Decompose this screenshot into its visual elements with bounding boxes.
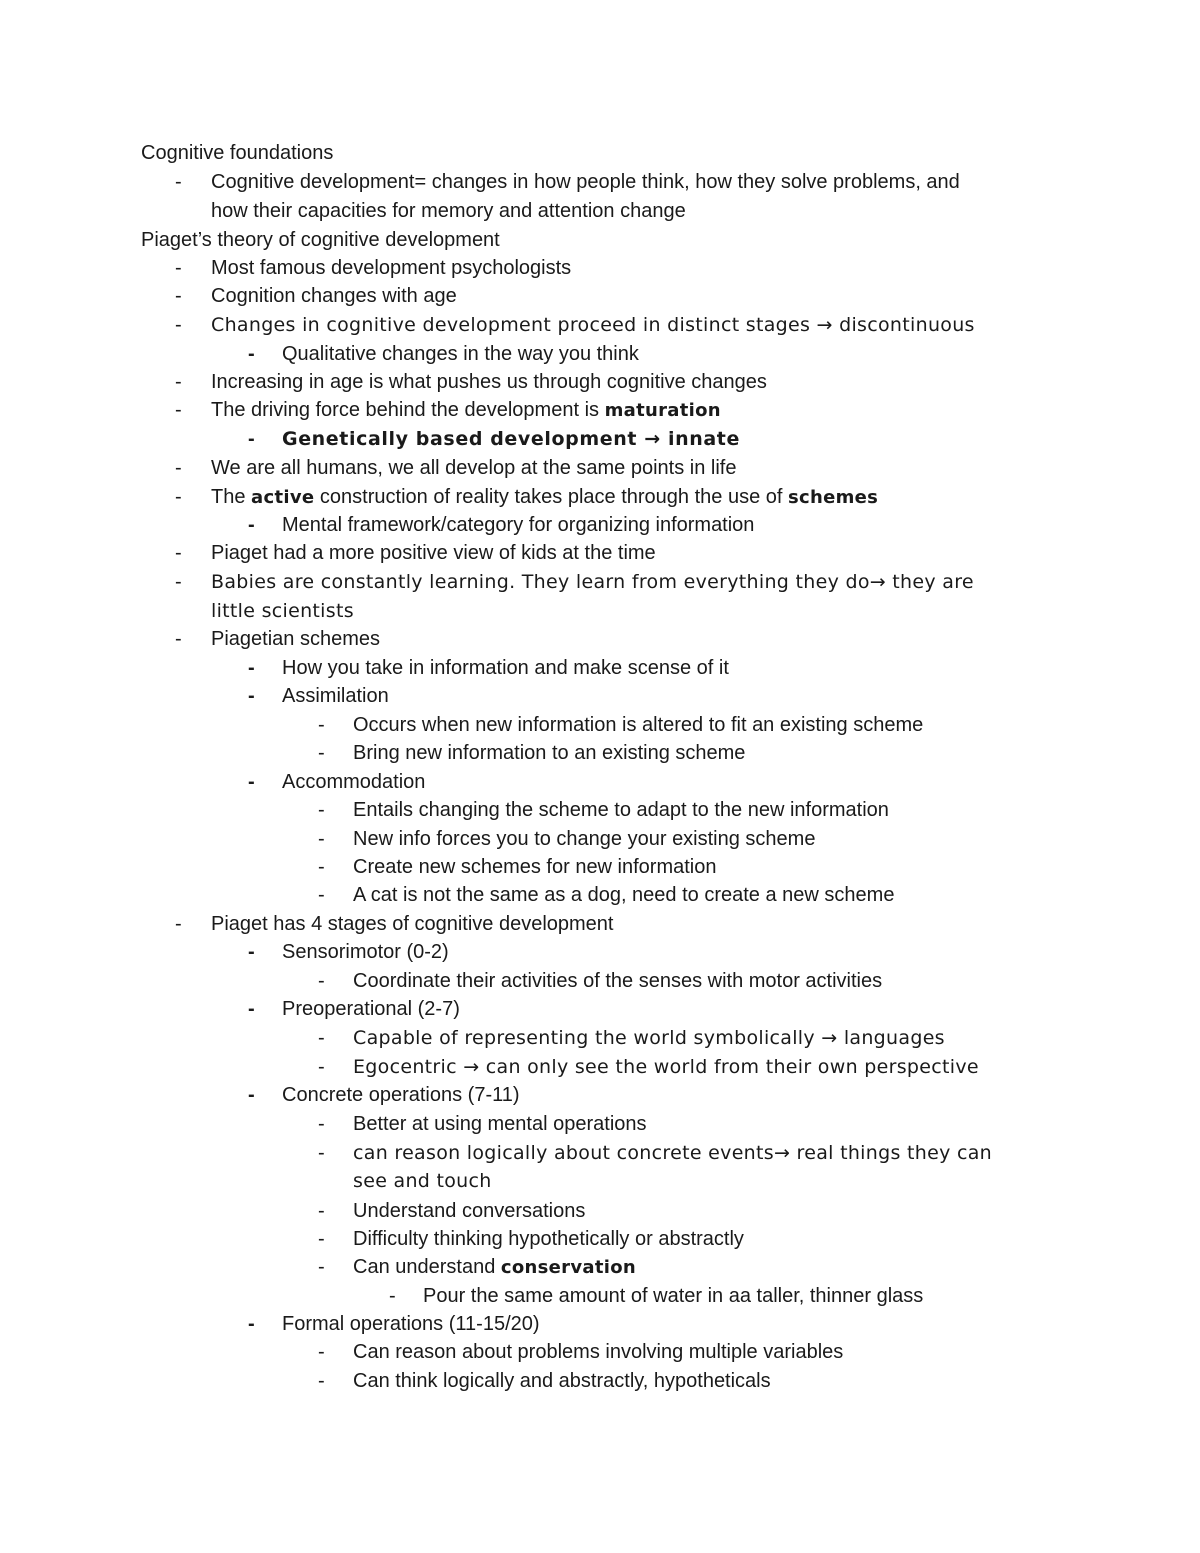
list-item: [211, 483, 878, 512]
list-item: Cognitive development= changes in how people think, how they solve problems, and: [211, 171, 960, 193]
bullet-dash: -: [175, 314, 182, 336]
list-item-emphasis: Genetically based development → innate: [282, 428, 740, 450]
bullet-dash: -: [318, 1341, 325, 1363]
bullet-dash: -: [248, 657, 255, 679]
bullet-dash: -: [318, 1027, 325, 1049]
list-item-continuation: little scientists: [211, 600, 354, 622]
bullet-dash: -: [248, 685, 255, 707]
bullet-dash: -: [175, 399, 182, 421]
list-item: Changes in cognitive development proceed in distinct stages → discontinuous: [211, 314, 975, 336]
list-item: How you take in information and make scense of it: [282, 657, 729, 679]
list-item: Assimilation: [282, 685, 389, 707]
list-item-text: construction of reality takes place through the use of: [314, 486, 788, 508]
bullet-dash: -: [175, 628, 182, 650]
list-item: Occurs when new information is altered to fit an existing scheme: [353, 714, 924, 736]
heading-piaget-theory: Piaget’s theory of cognitive development: [141, 229, 500, 251]
list-item: Piaget has 4 stages of cognitive development: [211, 913, 614, 935]
bullet-dash: -: [318, 714, 325, 736]
list-item: Entails changing the scheme to adapt to the new information: [353, 799, 889, 821]
heading-cognitive-foundations: Cognitive foundations: [141, 142, 334, 164]
bullet-dash: -: [318, 1142, 325, 1164]
bullet-dash: -: [175, 171, 182, 193]
bullet-dash: -: [318, 828, 325, 850]
bullet-dash: -: [175, 571, 182, 593]
list-item: Concrete operations (7-11): [282, 1084, 520, 1106]
keyword-active: active: [251, 487, 315, 508]
list-item: A cat is not the same as a dog, need to create a new scheme: [353, 884, 895, 906]
bullet-dash: -: [175, 542, 182, 564]
bullet-dash: -: [248, 771, 255, 793]
bullet-dash: -: [248, 998, 255, 1020]
list-item-text: The driving force behind the development is: [211, 399, 605, 421]
bullet-dash: -: [248, 428, 255, 450]
list-item: Can reason about problems involving multiple variables: [353, 1341, 844, 1363]
bullet-dash: -: [318, 884, 325, 906]
list-item: Cognition changes with age: [211, 285, 457, 307]
list-item: Formal operations (11-15/20): [282, 1313, 540, 1335]
list-item-text: Can understand: [353, 1256, 501, 1278]
list-item: [211, 396, 721, 425]
bullet-dash: -: [318, 1228, 325, 1250]
list-item: Mental framework/category for organizing information: [282, 514, 755, 536]
bullet-dash: -: [318, 799, 325, 821]
list-item: Coordinate their activities of the senses with motor activities: [353, 970, 883, 992]
bullet-dash: -: [318, 1256, 325, 1278]
bullet-dash: -: [175, 486, 182, 508]
bullet-dash: -: [318, 856, 325, 878]
bullet-dash: -: [248, 1313, 255, 1335]
keyword-schemes: schemes: [787, 487, 879, 508]
keyword-conservation: conservation: [500, 1257, 636, 1278]
list-item: Difficulty thinking hypothetically or abstractly: [353, 1228, 744, 1250]
list-item-text: The: [211, 486, 252, 508]
list-item-continuation: how their capacities for memory and attention change: [211, 200, 686, 222]
bullet-dash: -: [248, 941, 255, 963]
bullet-dash: -: [318, 1113, 325, 1135]
list-item: Most famous development psychologists: [211, 257, 572, 279]
bullet-dash: -: [248, 343, 255, 365]
list-item: Capable of representing the world symbolically → languages: [353, 1027, 945, 1049]
list-item: Understand conversations: [353, 1200, 586, 1222]
list-item: Preoperational (2-7): [282, 998, 460, 1020]
bullet-dash: -: [248, 1084, 255, 1106]
list-item: Piagetian schemes: [211, 628, 380, 650]
list-item: Create new schemes for new information: [353, 856, 717, 878]
list-item: We are all humans, we all develop at the same points in life: [211, 457, 737, 479]
bullet-dash: -: [175, 371, 182, 393]
bullet-dash: -: [175, 457, 182, 479]
list-item: [353, 1253, 636, 1282]
bullet-dash: -: [318, 1056, 325, 1078]
list-item: New info forces you to change your existing scheme: [353, 828, 816, 850]
bullet-dash: -: [175, 285, 182, 307]
list-item: can reason logically about concrete events→ real things they can: [353, 1142, 992, 1164]
list-item: Can think logically and abstractly, hypotheticals: [353, 1370, 771, 1392]
list-item-continuation: see and touch: [353, 1170, 492, 1192]
list-item: Better at using mental operations: [353, 1113, 647, 1135]
bullet-dash: -: [248, 514, 255, 536]
list-item: Pour the same amount of water in aa taller, thinner glass: [423, 1285, 924, 1307]
list-item: Babies are constantly learning. They learn from everything they do→ they are: [211, 571, 974, 593]
bullet-dash: -: [318, 970, 325, 992]
bullet-dash: -: [175, 257, 182, 279]
bullet-dash: -: [318, 742, 325, 764]
keyword-maturation: maturation: [604, 400, 721, 421]
list-item: Accommodation: [282, 771, 426, 793]
bullet-dash: -: [389, 1285, 396, 1307]
list-item: Egocentric → can only see the world from their own perspective: [353, 1056, 979, 1078]
bullet-dash: -: [175, 913, 182, 935]
list-item: Qualitative changes in the way you think: [282, 343, 639, 365]
bullet-dash: -: [318, 1370, 325, 1392]
bullet-dash: -: [318, 1200, 325, 1222]
list-item: Bring new information to an existing scheme: [353, 742, 746, 764]
list-item: Sensorimotor (0-2): [282, 941, 449, 963]
list-item: Piaget had a more positive view of kids at the time: [211, 542, 656, 564]
list-item: Increasing in age is what pushes us through cognitive changes: [211, 371, 767, 393]
